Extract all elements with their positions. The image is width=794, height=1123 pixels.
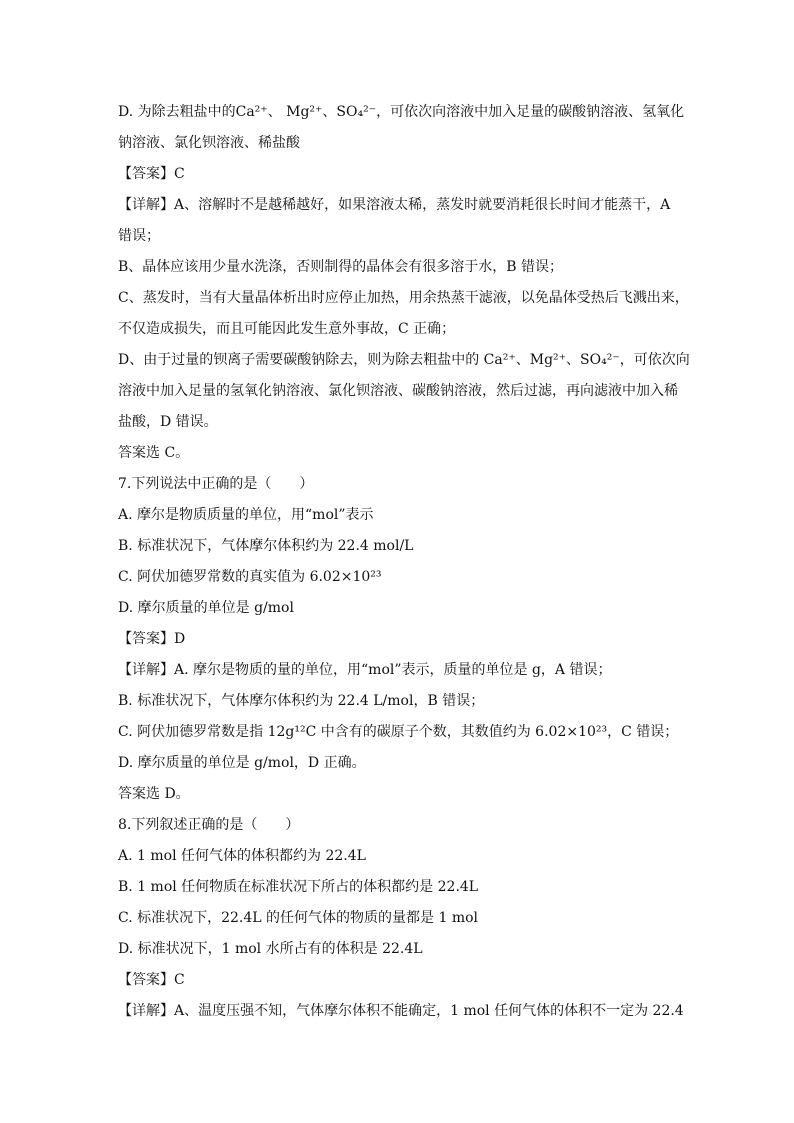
question-8-option-a: A. 1 mol 任何气体的体积都约为 22.4L [118, 848, 366, 864]
question-7-explanation-d: D. 摩尔质量的单位是 g/mol，D 正确。 [118, 755, 366, 771]
question-8-option-b: B. 1 mol 任何物质在标准状况下所占的体积都约是 22.4L [118, 879, 479, 895]
explanation-a-cont: 错误； [118, 228, 160, 244]
explanation-a: 【详解】A、溶解时不是越稀越好，如果溶液太稀，蒸发时就要消耗很长时间才能蒸干，A [118, 197, 671, 213]
question-7-option-b: B. 标准状况下，气体摩尔体积约为 22.4 mol/L [118, 538, 414, 554]
question-7-explanation-b: B. 标准状况下，气体摩尔体积约为 22.4 L/mol，B 错误； [118, 693, 485, 709]
explanation-b: B、晶体应该用少量水洗涤，否则制得的晶体会有很多溶于水，B 错误； [118, 259, 564, 275]
question-8-answer: 【答案】C [118, 972, 185, 988]
question-7-answer-choice: 答案选 D。 [118, 786, 190, 802]
answer-choice: 答案选 C。 [118, 445, 190, 461]
question-7-option-c: C. 阿伏加德罗常数的真实值为 6.02×10²³ [118, 569, 382, 585]
question-8-option-d: D. 标准状况下，1 mol 水所占有的体积是 22.4L [118, 941, 423, 957]
question-8-explanation-a: 【详解】A、温度压强不知，气体摩尔体积不能确定，1 mol 任何气体的体积不一定为 22.4 [118, 1003, 684, 1019]
explanation-c-cont: 不仅造成损失，而且可能因此发生意外事故，C 正确； [118, 321, 456, 337]
question-8-title: 8.下列叙述正确的是（ ） [118, 817, 300, 833]
explanation-d-end: 盐酸，D 错误。 [118, 414, 218, 430]
answer-label: 【答案】C [118, 166, 185, 182]
question-7-option-a: A. 摩尔是物质质量的单位，用“mol”表示 [118, 507, 374, 523]
question-7-explanation-c: C. 阿伏加德罗常数是指 12g¹²C 中含有的碳原子个数，其数值约为 6.02×10²³，C 错误； [118, 724, 679, 740]
question-8-option-c: C. 标准状况下，22.4L 的任何气体的物质的量都是 1 mol [118, 910, 479, 926]
question-7-answer: 【答案】D [118, 631, 186, 647]
explanation-d-cont: 溶液中加入足量的氢氧化钠溶液、氯化钡溶液、碳酸钠溶液，然后过滤，再向滤液中加入稀 [118, 383, 678, 399]
explanation-c: C、蒸发时，当有大量晶体析出时应停止加热，用余热蒸干滤液，以免晶体受热后飞溅出来， [118, 290, 689, 306]
question-7-option-d: D. 摩尔质量的单位是 g/mol [118, 600, 294, 616]
explanation-d: D、由于过量的钡离子需要碳酸钠除去，则为除去粗盐中的 Ca²⁺、Mg²⁺、SO₄²⁻，可依次向 [118, 352, 690, 368]
option-d-text: D. 为除去粗盐中的Ca²⁺、 Mg²⁺、SO₄²⁻，可依次向溶液中加入足量的碳酸钠溶液、氢氧化 [118, 104, 685, 120]
question-7-title: 7.下列说法中正确的是（ ） [118, 476, 314, 492]
option-d-text-cont: 钠溶液、氯化钡溶液、稀盐酸 [118, 135, 300, 151]
question-7-explanation-a: 【详解】A. 摩尔是物质的量的单位，用“mol”表示，质量的单位是 g，A 错误； [118, 662, 612, 678]
